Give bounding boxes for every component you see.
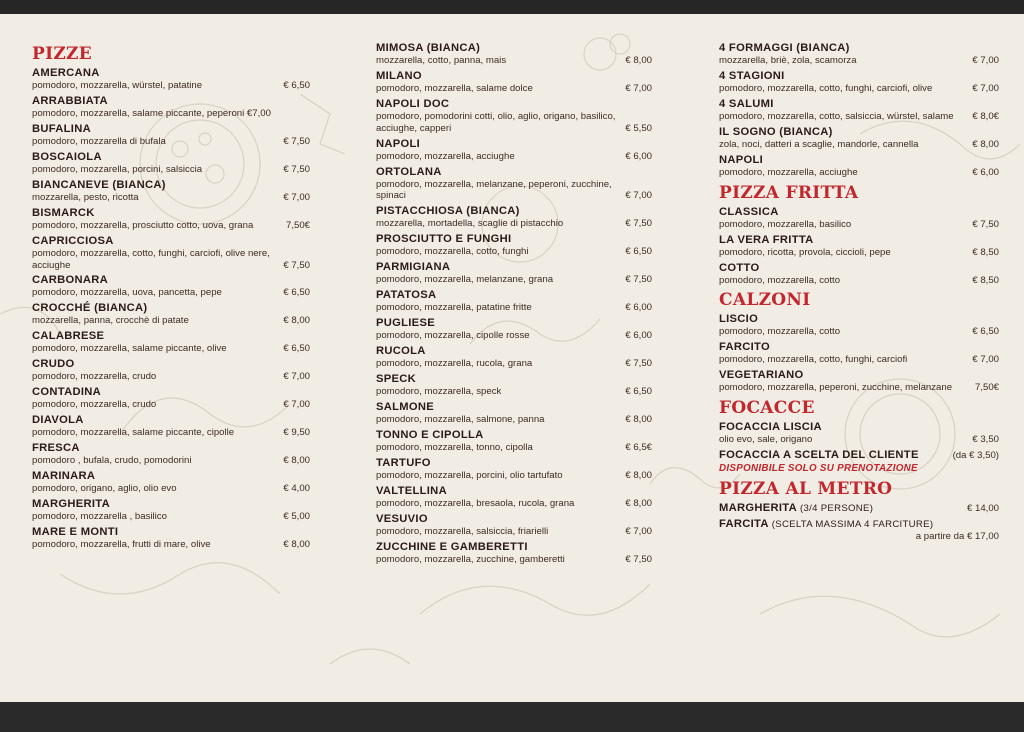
menu-item (719, 98, 999, 123)
menu-item (719, 42, 999, 67)
menu-item (32, 95, 310, 120)
menu-item (376, 289, 652, 314)
item-price: € 6,5€ (625, 441, 652, 453)
item-name: BUFALINA (32, 122, 91, 135)
item-description: mozzarella, panna, crocchè di patate (32, 315, 189, 327)
menu-item (376, 261, 652, 286)
section-title-pizze: PIZZE (32, 44, 93, 64)
item-description: pomodoro, mozzarella, porcini, salsiccia (32, 163, 203, 175)
item-name: SPECK (376, 373, 417, 386)
menu-item (32, 442, 310, 467)
menu-item (32, 235, 310, 271)
item-name: FRESCA (32, 442, 80, 455)
item-description: pomodoro, mozzarella, cotto, funghi, carciofi (719, 354, 908, 366)
item-name: LISCIO (719, 313, 759, 326)
item-price: € 5,50 (625, 122, 652, 134)
item-description: pomodoro, mozzarella, salame piccante, peperoni €7,00 (32, 107, 271, 119)
item-price: € 4,00 (283, 483, 310, 495)
item-description: olio evo, sale, origano (719, 433, 813, 445)
item-description: pomodoro, mozzarella, salame piccante, cipolle (32, 427, 235, 439)
item-price: € 8,00 (625, 414, 652, 425)
item-name: MARGHERITA (32, 498, 110, 511)
section-title-focacce: FOCACCE (719, 397, 815, 418)
item-description: pomodoro, mozzarella, acciughe (376, 150, 515, 162)
item-name: FOCACCIA A SCELTA DEL CLIENTE (719, 448, 919, 461)
item-description: pomodoro, mozzarella, frutti di mare, olive (32, 539, 211, 551)
item-name: NAPOLI DOC (376, 97, 450, 110)
menu-page (0, 14, 1024, 702)
item-price: € 8,00 (625, 55, 652, 66)
item-name: CLASSICA (719, 205, 779, 218)
item-name-wrap (719, 518, 999, 531)
item-price: € 7,50 (283, 259, 310, 271)
item-price: € 8,00 (625, 497, 652, 509)
item-name: SALMONE (376, 401, 435, 413)
item-price: € 7,50 (283, 135, 310, 147)
top-frame (0, 0, 1024, 14)
item-description: pomodoro, mozzarella, cipolle rosse (376, 330, 530, 342)
item-price: € 7,50 (625, 553, 652, 565)
item-name: CRUDO (32, 358, 75, 371)
item-description: pomodoro, mozzarella, cotto (719, 326, 841, 338)
menu-item (719, 449, 999, 475)
item-name: COTTO (719, 261, 760, 274)
item-name: CONTADINA (32, 386, 101, 399)
item-name: BISMARCK (32, 206, 95, 219)
availability-note: DISPONIBILE SOLO SU PRENOTAZIONE (719, 462, 918, 474)
item-price: € 8,00 (625, 469, 652, 481)
item-description: pomodoro, mozzarella, rucola, grana (376, 358, 533, 370)
item-description: pomodoro, mozzarella, cotto, salsiccia, würstel, salame (719, 110, 954, 122)
item-description: pomodoro, mozzarella, uova, pancetta, pepe (32, 287, 222, 299)
item-description: pomodoro, mozzarella, melanzane, peperoni, zucchine, spinaci (376, 178, 612, 202)
menu-item (32, 414, 310, 439)
item-description: pomodoro, mozzarella, cotto (719, 274, 841, 286)
item-name: LA VERA FRITTA (719, 233, 814, 246)
item-name: 4 STAGIONI (719, 69, 785, 82)
item-description: pomodoro, mozzarella, zucchine, gamberetti (376, 553, 565, 565)
section-title-calzoni: CALZONI (719, 290, 811, 311)
item-name: MARE E MONTI (32, 526, 119, 539)
item-price: a partire da € 17,00 (915, 531, 999, 543)
item-note: (SCELTA MASSIMA 4 FARCITURE) (771, 519, 934, 531)
item-name: VEGETARIANO (719, 369, 804, 382)
item-name: ORTOLANA (376, 165, 442, 178)
item-name: TONNO E CIPOLLA (376, 428, 484, 441)
item-price: € 6,50 (283, 287, 310, 299)
item-price: € 6,50 (625, 386, 652, 398)
menu-item (719, 518, 999, 543)
item-description: pomodoro, mozzarella, salsiccia, friarielli (376, 525, 549, 537)
menu-item (719, 341, 999, 366)
item-price: € 7,00 (283, 371, 310, 383)
item-price: € 14,00 (966, 502, 999, 514)
item-description: pomodoro, mozzarella, cotto, funghi, carciofi, olive nere, acciughe (32, 247, 270, 271)
item-price: € 5,00 (283, 511, 310, 523)
menu-item (719, 234, 999, 259)
item-description: pomodoro, mozzarella, basilico (719, 218, 852, 230)
column-left (32, 44, 310, 554)
item-name: PISTACCHIOSA (BIANCA) (376, 205, 520, 218)
item-name: MARINARA (32, 470, 96, 483)
item-name: PARMIGIANA (376, 261, 451, 274)
item-description: pomodoro, mozzarella, acciughe (719, 166, 858, 178)
item-description: zola, noci, datteri a scaglie, mandorle, cannella (719, 138, 919, 150)
item-name-wrap (719, 502, 873, 515)
menu-item (719, 502, 999, 515)
item-description: pomodoro, mozzarella, porcini, olio tartufato (376, 469, 563, 481)
menu-item (376, 205, 652, 230)
section-title-pizza-fritta: PIZZA FRITTA (719, 182, 859, 203)
item-note: (3/4 PERSONE) (800, 502, 874, 514)
item-description: pomodoro, ricotta, provola, ciccioli, pepe (719, 246, 891, 258)
item-name: FOCACCIA LISCIA (719, 420, 822, 433)
column-right (719, 42, 999, 546)
menu-item (32, 274, 310, 299)
menu-item (32, 498, 310, 523)
item-price: € 8,00 (972, 138, 999, 150)
item-description: pomodoro, mozzarella, melanzane, grana (376, 274, 554, 286)
item-description: pomodoro, mozzarella, peperoni, zucchine, melanzane (719, 382, 953, 394)
item-price: € 7,00 (625, 525, 652, 537)
item-price: € 7,00 (625, 82, 652, 94)
menu-item (32, 179, 310, 204)
item-name: BOSCAIOLA (32, 150, 102, 163)
item-name: VESUVIO (376, 512, 428, 525)
item-name: CAPRICCIOSA (32, 234, 114, 247)
menu-item (719, 262, 999, 287)
item-description: pomodoro, mozzarella, crudo (32, 371, 157, 383)
item-name: ZUCCHINE E GAMBERETTI (376, 540, 528, 553)
pizze-list-continued (376, 42, 652, 566)
item-price: € 7,00 (283, 399, 310, 411)
item-description: pomodoro, mozzarella di bufala (32, 135, 166, 147)
item-price: € 6,00 (972, 166, 999, 178)
menu-item (32, 123, 310, 148)
item-price: € 7,50 (625, 218, 652, 230)
item-description: pomodoro, mozzarella, salame piccante, olive (32, 343, 227, 355)
item-name: AMERCANA (32, 67, 100, 79)
menu-item (32, 358, 310, 383)
calzoni-list (719, 313, 999, 394)
item-description: pomodoro, mozzarella, cotto, funghi, carciofi, olive (719, 82, 933, 94)
item-name: RUCOLA (376, 345, 426, 358)
menu-item (376, 138, 652, 163)
menu-item (32, 151, 310, 176)
menu-item (376, 401, 652, 426)
menu-item (719, 313, 999, 338)
menu-item (32, 470, 310, 495)
item-name: MILANO (376, 69, 422, 82)
item-description: pomodoro, mozzarella, cotto, funghi (376, 246, 529, 258)
menu-item (32, 67, 310, 92)
item-price: € 6,50 (625, 246, 652, 258)
menu-item (376, 166, 652, 202)
item-price: € 7,00 (972, 55, 999, 66)
item-name: DIAVOLA (32, 414, 84, 427)
item-price: 7,50€ (285, 219, 310, 231)
item-name: 4 SALUMI (719, 97, 774, 110)
item-name: NAPOLI (376, 137, 421, 150)
item-description: mozzarella, cotto, panna, mais (376, 55, 507, 66)
menu-item (719, 421, 999, 446)
item-name: 4 FORMAGGI (BIANCA) (719, 42, 850, 54)
pizza-fritta-list (719, 206, 999, 287)
item-name: FARCITO (719, 341, 770, 354)
item-name: TARTUFO (376, 456, 431, 469)
item-description: pomodoro, mozzarella, speck (376, 386, 502, 398)
menu-item (376, 513, 652, 538)
menu-item (719, 70, 999, 95)
item-price: € 9,50 (283, 427, 310, 439)
item-price: € 7,00 (972, 82, 999, 94)
menu-item (32, 330, 310, 355)
item-description: pomodoro, mozzarella, salmone, panna (376, 414, 545, 425)
item-price: € 6,50 (283, 80, 310, 91)
item-name: MIMOSA (BIANCA) (376, 42, 481, 54)
item-description: mozzarella, pesto, ricotta (32, 191, 139, 203)
menu-item (376, 233, 652, 258)
menu-item (376, 42, 652, 67)
item-description: pomodoro, origano, aglio, olio evo (32, 483, 177, 495)
item-name: PUGLIESE (376, 317, 435, 330)
item-name: ARRABBIATA (32, 94, 108, 107)
section-title-pizza-al-metro: PIZZA AL METRO (719, 478, 893, 499)
item-description: pomodoro, mozzarella, crudo (32, 399, 157, 411)
item-price: € 7,50 (625, 274, 652, 286)
item-description: mozzarella, mortadella, scaglie di pistacchio (376, 218, 564, 230)
menu-item (719, 126, 999, 151)
item-price: € 7,00 (283, 191, 310, 203)
item-name: CROCCHÉ (BIANCA) (32, 302, 148, 315)
item-price: € 3,50 (972, 433, 999, 445)
menu-item (32, 526, 310, 551)
menu-item (376, 541, 652, 566)
item-description: pomodoro, mozzarella, prosciutto cotto, uova, grana (32, 219, 254, 231)
item-price: € 7,00 (972, 354, 999, 366)
menu-item (376, 345, 652, 370)
item-price: € 7,50 (972, 218, 999, 230)
item-name: CARBONARA (32, 274, 109, 287)
menu-item (376, 70, 652, 95)
item-price: € 8,00 (283, 455, 310, 467)
menu-item (376, 485, 652, 510)
item-name: FARCITA (719, 518, 769, 531)
item-name: PROSCIUTTO E FUNGHI (376, 233, 512, 246)
item-name: NAPOLI (719, 153, 764, 166)
item-price: € 6,50 (972, 326, 999, 338)
item-price: € 8,50 (972, 274, 999, 286)
item-description: pomodoro, mozzarella, tonno, cipolla (376, 441, 533, 453)
item-price: € 6,00 (625, 302, 652, 314)
item-price: € 7,50 (625, 358, 652, 370)
item-description: pomodoro, mozzarella, patatine fritte (376, 302, 532, 314)
item-name: BIANCANEVE (BIANCA) (32, 178, 166, 191)
item-price: € 8,0€ (972, 110, 999, 122)
item-description: mozzarella, briè, zola, scamorza (719, 55, 857, 66)
menu-item (376, 457, 652, 482)
item-price: € 7,00 (625, 190, 652, 202)
item-description: pomodoro, mozzarella, salame dolce (376, 82, 533, 94)
bottom-frame (0, 702, 1024, 732)
menu-item (32, 302, 310, 327)
item-price: € 6,00 (625, 150, 652, 162)
item-price: € 6,50 (283, 343, 310, 355)
item-price: € 7,50 (283, 163, 310, 175)
item-description: pomodoro, mozzarella, bresaola, rucola, grana (376, 497, 575, 509)
menu-item (32, 207, 310, 232)
menu-item (376, 429, 652, 454)
pizze-list (32, 67, 310, 551)
item-price: € 6,00 (625, 330, 652, 342)
item-name: PATATOSA (376, 289, 437, 302)
item-price: € 8,50 (972, 246, 999, 258)
menu-item (376, 317, 652, 342)
item-description: pomodoro, mozzarella , basilico (32, 511, 167, 523)
menu-item (719, 206, 999, 231)
pizze-list-end (719, 42, 999, 179)
menu-item (376, 98, 652, 134)
column-middle (376, 42, 652, 569)
item-description: pomodoro , bufala, crudo, pomodorini (32, 455, 192, 467)
item-price: (da € 3,50) (952, 449, 999, 461)
menu-item (719, 154, 999, 179)
item-description: pomodoro, mozzarella, würstel, patatine (32, 80, 203, 91)
item-name: MARGHERITA (719, 501, 797, 514)
item-price: € 8,00 (283, 315, 310, 327)
item-name: CALABRESE (32, 330, 105, 343)
menu-item (376, 373, 652, 398)
menu-item (719, 369, 999, 394)
item-price: € 8,00 (283, 539, 310, 551)
item-name: IL SOGNO (BIANCA) (719, 125, 833, 138)
item-name: VALTELLINA (376, 484, 447, 497)
item-description: pomodoro, pomodorini cotti, olio, aglio, origano, basilico, acciughe, capperi (376, 110, 616, 134)
item-price: 7,50€ (974, 382, 999, 394)
menu-item (32, 386, 310, 411)
